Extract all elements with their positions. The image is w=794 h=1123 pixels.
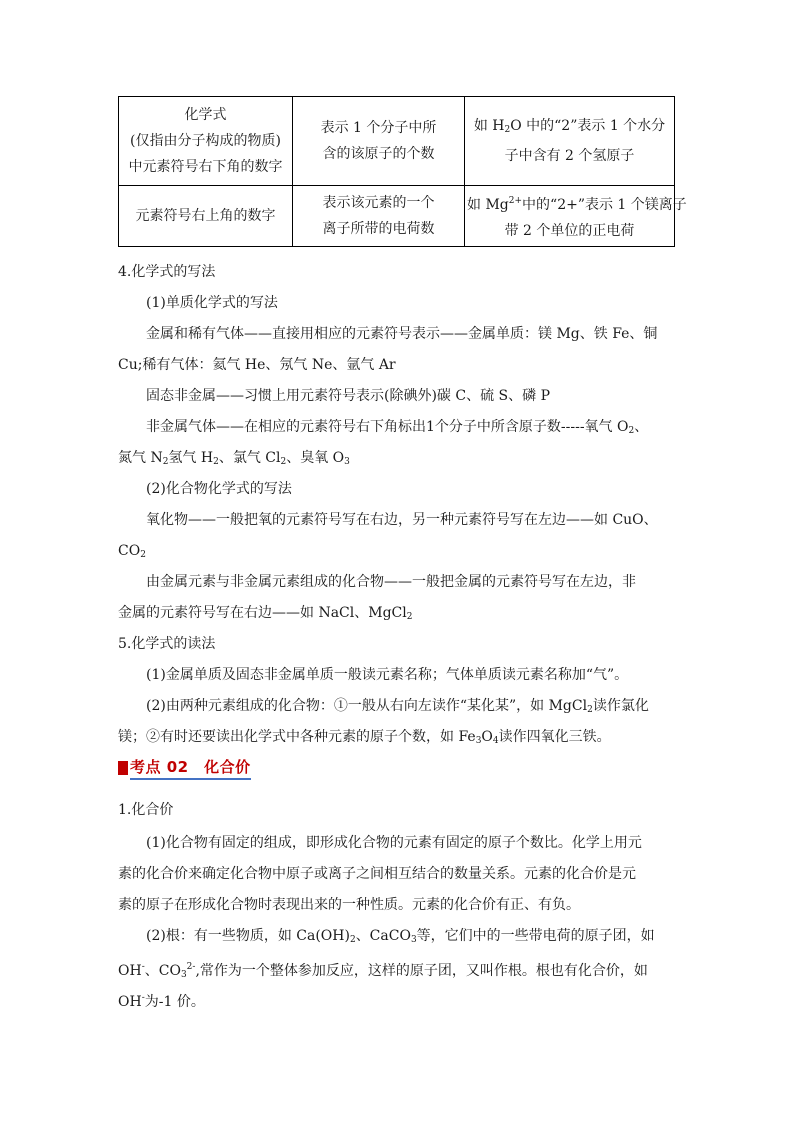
text-run: 金属的元素符号写在右边——如 NaCl、MgCl <box>118 605 407 621</box>
text-run: 非金属气体——在相应的元素符号右下角标出1个分子中所含原子数-----氧气 O <box>146 419 629 435</box>
superscript: - <box>141 962 145 972</box>
paragraph <box>146 926 706 950</box>
cell-text: 子中含有 2 个氢原子 <box>504 148 635 164</box>
cell-text: 带 2 个单位的正电荷 <box>504 223 635 239</box>
cell-text: 含的该原子的个数 <box>322 146 435 162</box>
paragraph: 素的化合价来确定化合物中原子或离子之间相互结合的数量关系。元素的化合价是元 <box>118 866 636 882</box>
paragraph <box>118 957 678 985</box>
text-run: OH <box>118 994 142 1010</box>
paragraph <box>118 727 678 751</box>
table-row <box>119 186 675 247</box>
superscript: - <box>141 993 145 1003</box>
text-run: ,常作为一个整体参加反应，这样的原子团，又叫作根。根也有化合价，如 <box>195 963 648 979</box>
text-run: 氢气 H <box>168 450 214 466</box>
paragraph <box>118 603 678 627</box>
section-heading: 4.化学式的写法 <box>118 264 216 280</box>
cell-text: 化学式 <box>184 107 227 123</box>
text-run: 、臭氧 O <box>286 450 345 466</box>
text-run: 、CaCO <box>355 928 411 944</box>
subscript: 2 <box>628 426 635 436</box>
notation-table <box>118 96 687 247</box>
heading-marker-icon <box>118 761 128 775</box>
subscript: 3 <box>475 736 482 746</box>
text-run: 读作四氧化三铁。 <box>498 729 611 745</box>
paragraph: 素的原子在形成化合物时表现出来的一种性质。元素的化合价有正、有负。 <box>118 897 580 913</box>
paragraph: 氧化物——一般把氧的元素符号写在右边，另一种元素符号写在左边——如 CuO、 <box>146 512 658 528</box>
paragraph: 由金属元素与非金属元素组成的化合物——一般把金属的元素符号写在左边，非 <box>146 574 636 590</box>
table-cell <box>465 97 675 186</box>
cell-text: 中元素符号右下角的数字 <box>128 159 283 175</box>
superscript: 2+ <box>508 196 523 206</box>
text-run: 、CO <box>144 963 181 979</box>
text-run: (2)根：有一些物质，如 Ca(OH) <box>146 928 350 944</box>
subscript: 2 <box>587 705 593 715</box>
subscript: 2 <box>406 612 413 622</box>
text-run: 氮气 N <box>118 450 163 466</box>
subscript: 4 <box>492 736 499 746</box>
paragraph: 金属和稀有气体——直接用相应的元素符号表示——金属单质：镁 Mg、铁 Fe、铜 <box>146 326 658 342</box>
paragraph <box>118 541 678 565</box>
text-run: O <box>481 729 493 745</box>
table-cell <box>293 186 465 247</box>
paragraph: Cu;稀有气体：氦气 He、氖气 Ne、氩气 Ar <box>118 357 396 373</box>
paragraph: (1)金属单质及固态非金属单质一般读元素名称；气体单质读元素名称加“气”。 <box>146 667 629 683</box>
text-run: 如 Mg <box>467 197 509 213</box>
table-row <box>119 97 675 186</box>
text-run: 读作氯化 <box>592 698 649 714</box>
paragraph: (2)化合物化学式的写法 <box>146 481 292 497</box>
table-cell <box>119 186 293 247</box>
paragraph: 固态非金属——习惯上用元素符号表示(除碘外)碳 C、硫 S、磷 P <box>146 388 550 404</box>
subscript: 2 <box>280 457 287 467</box>
text-run: 、氯气 Cl <box>218 450 281 466</box>
section-heading: 1.化合价 <box>118 802 174 818</box>
text-run: O 中的“2”表示 1 个水分 <box>510 118 666 134</box>
topic-heading-label: 考点 02 化合价 <box>130 756 251 780</box>
paragraph <box>118 448 678 472</box>
subscript: 2 <box>162 457 169 467</box>
text-run: CO <box>118 543 141 559</box>
text-run: 、 <box>634 419 649 435</box>
subscript: 2 <box>213 457 219 467</box>
text-run: 中的“2+”表示 1 个镁离子 <box>522 197 687 213</box>
cell-text <box>467 113 672 143</box>
text-run: 为-1 价。 <box>144 994 205 1010</box>
table-cell <box>293 97 465 186</box>
table-cell <box>119 97 293 186</box>
subscript: 3 <box>344 457 350 467</box>
cell-text: 表示 1 个分子中所 <box>320 120 437 136</box>
paragraph: (1)化合物有固定的组成，即形成化合物的元素有固定的原子个数比。化学上用元 <box>146 835 642 851</box>
text-run: (2)由两种元素组成的化合物：①一般从右向左读作“某化某”，如 MgCl <box>146 698 588 714</box>
cell-text: 表示该元素的一个 <box>322 195 435 211</box>
subscript: 2 <box>140 550 146 560</box>
paragraph <box>118 988 678 1012</box>
text-run: 等，它们中的一些带电荷的原子团，如 <box>416 928 655 944</box>
topic-heading <box>118 756 251 780</box>
text-run: 镁；②有时还要读出化学式中各种元素的原子个数，如 Fe <box>118 729 476 745</box>
paragraph <box>146 417 706 441</box>
paragraph: (1)单质化学式的写法 <box>146 295 278 311</box>
section-heading: 5.化学式的读法 <box>118 636 216 652</box>
cell-text: 离子所带的电荷数 <box>322 221 435 237</box>
cell-text: 元素符号右上角的数字 <box>135 208 276 224</box>
subscript: 2 <box>504 125 511 135</box>
subscript: 3 <box>180 970 187 980</box>
cell-text <box>467 188 687 218</box>
subscript: 3 <box>410 935 417 945</box>
text-run: OH <box>118 963 142 979</box>
table-cell <box>465 186 687 247</box>
cell-text: (仅指由分子构成的物质) <box>130 133 281 149</box>
subscript: 2 <box>349 935 356 945</box>
text-run: 如 H <box>473 118 505 134</box>
paragraph <box>146 696 706 720</box>
superscript: 2- <box>186 962 196 972</box>
